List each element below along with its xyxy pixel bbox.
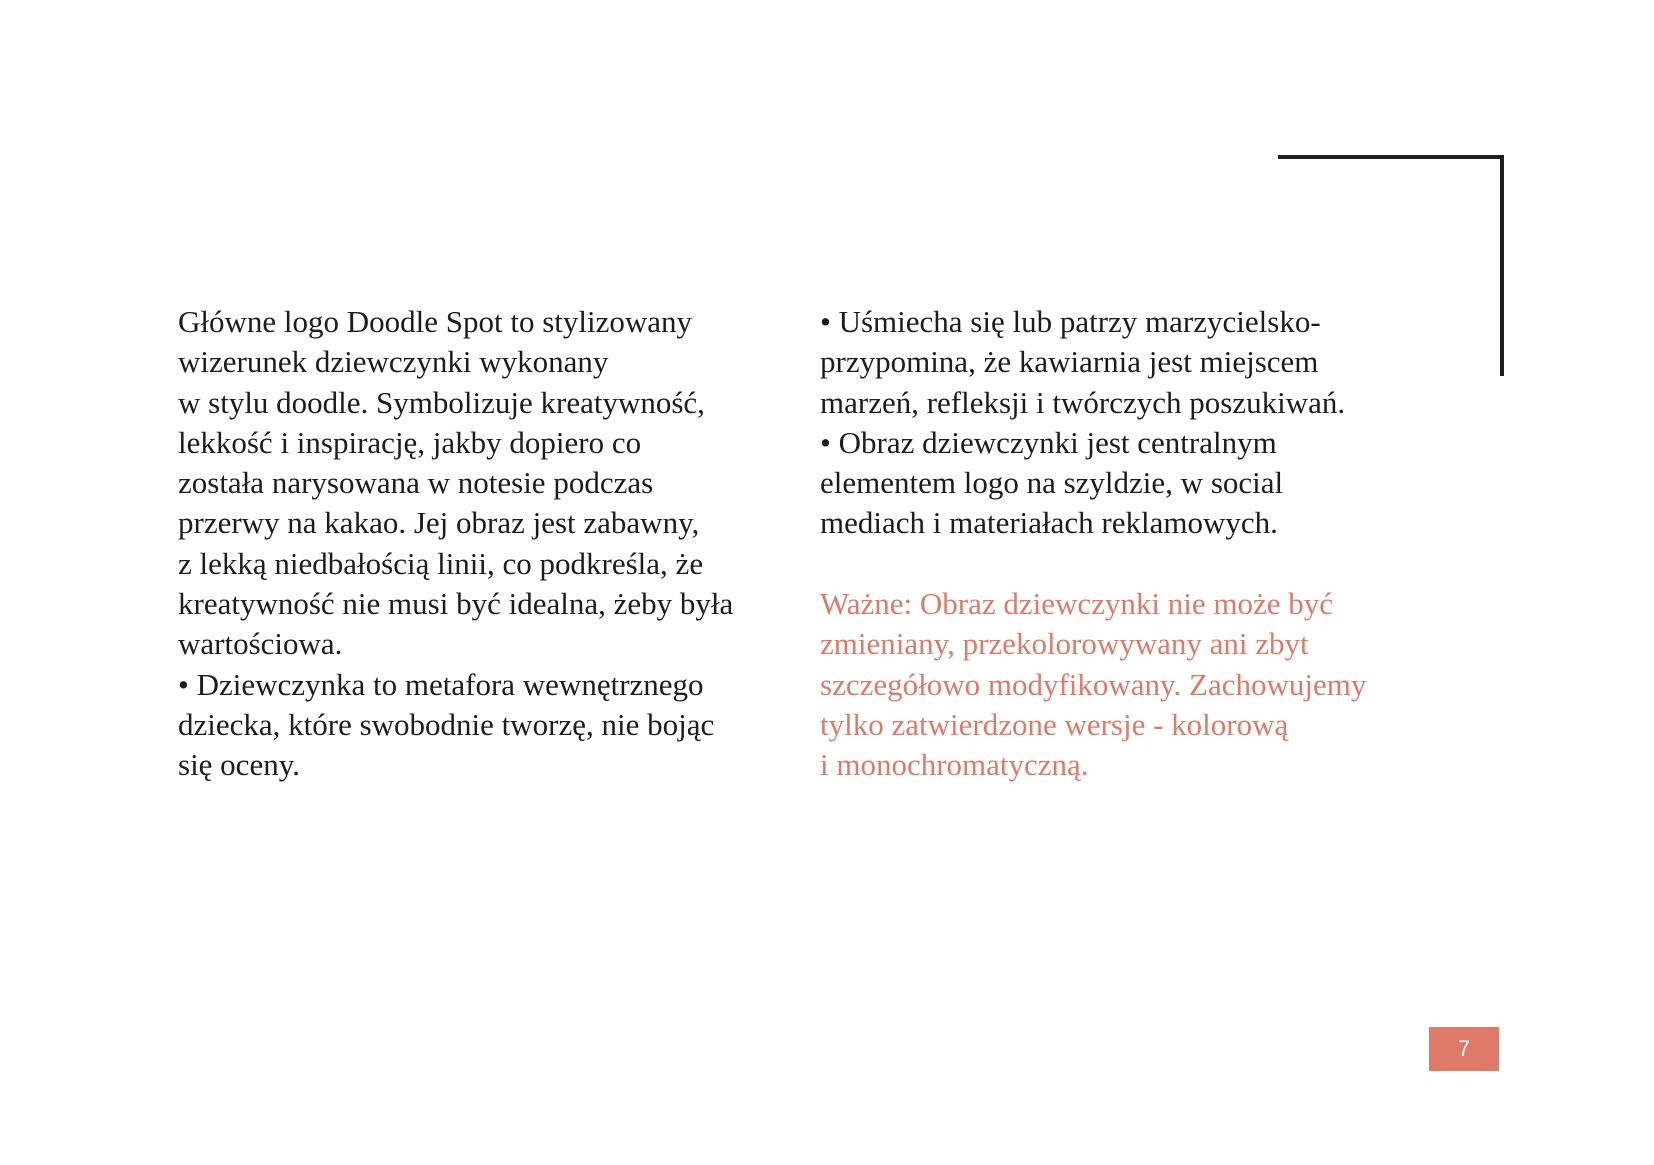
body-line: lekkość i inspirację, jakby dopiero co bbox=[178, 424, 642, 460]
note-line: szczegółowo modyfikowany. Zachowujemy bbox=[820, 666, 1367, 702]
note-line: zmieniany, przekolorowywany ani zbyt bbox=[820, 626, 1309, 662]
bullet-line: elementem logo na szyldzie, w social bbox=[820, 465, 1284, 501]
body-line: wartościowa. bbox=[178, 626, 343, 662]
body-line: została narysowana w notesie podczas bbox=[178, 465, 654, 501]
body-line: wizerunek dziewczynki wykonany bbox=[178, 344, 609, 380]
important-note bbox=[820, 584, 1480, 785]
bullet-line: • Obraz dziewczynki jest centralnym bbox=[820, 424, 1277, 460]
bullet-line: • Uśmiecha się lub patrzy marzycielsko- bbox=[820, 304, 1321, 339]
page-number-badge: 7 bbox=[1429, 1027, 1499, 1071]
paragraph-gap bbox=[820, 544, 1480, 584]
note-line: tylko zatwierdzone wersje - kolorową bbox=[820, 706, 1289, 742]
body-line: z lekką niedbałością linii, co podkreśla, że bbox=[178, 545, 704, 581]
bullet-line: dziecka, które swobodnie tworzę, nie bojąc bbox=[178, 706, 715, 742]
bullet-line: • Dziewczynka to metafora wewnętrznego bbox=[178, 666, 704, 702]
note-line: i monochromatyczną. bbox=[820, 747, 1089, 783]
body-line: w stylu doodle. Symbolizuje kreatywność, bbox=[178, 384, 705, 420]
left-text-column bbox=[178, 302, 798, 786]
right-text-column bbox=[820, 302, 1480, 786]
body-line: kreatywność nie musi być idealna, żeby była bbox=[178, 586, 734, 622]
bullet-line: przypomina, że kawiarnia jest miejscem bbox=[820, 344, 1319, 380]
bullet-line: marzeń, refleksji i twórczych poszukiwań. bbox=[820, 384, 1346, 420]
body-line: Główne logo Doodle Spot to stylizowany bbox=[178, 304, 693, 339]
corner-frame-right bbox=[1500, 155, 1504, 376]
body-line: przerwy na kakao. Jej obraz jest zabawny, bbox=[178, 505, 700, 541]
note-line: Ważne: Obraz dziewczynki nie może być bbox=[820, 586, 1334, 622]
corner-frame-top bbox=[1278, 155, 1504, 159]
bullet-line: mediach i materiałach reklamowych. bbox=[820, 505, 1278, 541]
bullet-line: się oceny. bbox=[178, 747, 300, 783]
